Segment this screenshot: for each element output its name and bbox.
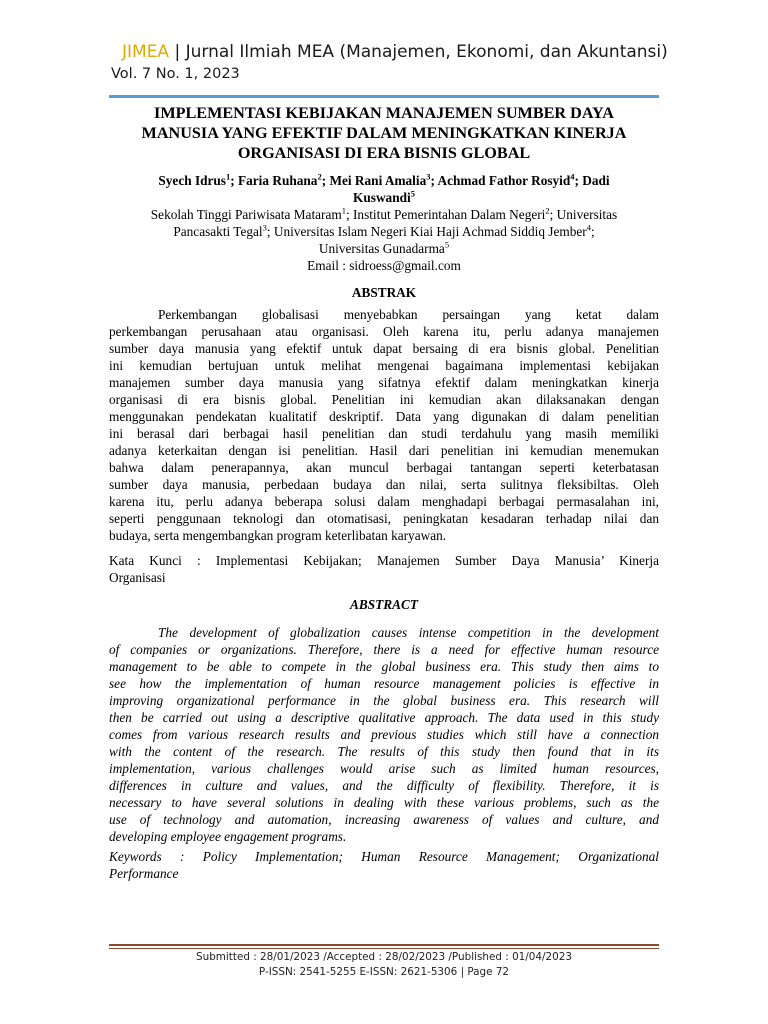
author-name: Achmad Fathor Rosyid bbox=[437, 173, 571, 188]
abstrak-body bbox=[109, 306, 659, 544]
text-line: improving organizational performance in the global business era. This research will bbox=[109, 693, 659, 708]
text-line: Organisasi bbox=[109, 570, 166, 585]
affiliations bbox=[109, 206, 659, 274]
text-line: necessary to have several solutions in dealing with these various problems, such as the bbox=[109, 795, 659, 810]
author-line bbox=[109, 172, 659, 189]
text-line: use of technology and automation, increasing awareness of values and culture, and bbox=[109, 812, 659, 827]
author-sep: ; bbox=[430, 173, 438, 188]
text-line: The development of globalization causes intense competition in the development bbox=[158, 625, 659, 640]
author-name: Syech Idrus bbox=[158, 173, 226, 188]
abstract-heading: ABSTRACT bbox=[350, 597, 418, 612]
text-line: adanya keterkaitan dengan isi penelitian. Hasil dari penelitian ini kemudian menemukan bbox=[109, 443, 659, 458]
text-line: Perkembangan globalisasi menyebabkan persaingan yang ketat dalam bbox=[158, 307, 659, 322]
journal-header bbox=[122, 42, 668, 62]
abstrak-heading: ABSTRAK bbox=[351, 285, 417, 300]
affiliation-sup: 3 bbox=[262, 222, 267, 233]
author-sep: ; bbox=[321, 173, 330, 188]
author-sup: 3 bbox=[426, 171, 431, 182]
title-line: IMPLEMENTASI KEBIJAKAN MANAJEMEN SUMBER DAYA bbox=[154, 104, 614, 122]
author-line bbox=[109, 189, 659, 206]
publication-dates: Submitted : 28/01/2023 /Accepted : 28/02/2023 /Published : 01/04/2023 bbox=[196, 951, 572, 963]
text-line: Keywords : Policy Implementation; Human Resource Management; Organizational bbox=[109, 849, 659, 864]
text-line: manajemen sumber daya manusia yang sifatnya efektif dalam meningkatkan kinerja bbox=[109, 375, 659, 390]
text-line: with the content of the research. The results of this study then found that in its bbox=[109, 744, 659, 759]
affiliation-sup: 2 bbox=[545, 205, 550, 216]
text-line: bahwa dalam penerapannya, akan muncul berbagai tantangan seperti keterbatasan bbox=[109, 460, 659, 475]
text-line: ini berasal dari berbagai hasil penelitian dan studi terdahulu yang masih memiliki bbox=[109, 426, 659, 441]
kata-kunci bbox=[109, 552, 659, 586]
affiliation-line bbox=[109, 223, 659, 240]
text-line: then be carried out using a descriptive qualitative approach. The data used in this study bbox=[109, 710, 659, 725]
email: Email : sidroess@gmail.com bbox=[307, 258, 461, 273]
affiliation-text: Sekolah Tinggi Pariwisata Mataram bbox=[150, 207, 342, 222]
author-name-rest: Kuswandi bbox=[353, 190, 411, 205]
footer-rule bbox=[109, 944, 659, 946]
affiliation-line bbox=[109, 206, 659, 223]
author-sup: 4 bbox=[570, 171, 575, 182]
text-line: see how the implementation of human resource management policies is effective in bbox=[109, 676, 659, 691]
text-line: of companies or organizations. Therefore, there is a need for effective human resource bbox=[109, 642, 659, 657]
text-line: seperti penggunaan teknologi dan otomatisasi, peningkatan kesadaran terhadap nilai dan bbox=[109, 511, 659, 526]
issn-page: P-ISSN: 2541-5255 E-ISSN: 2621-5306 | Page 72 bbox=[258, 966, 510, 978]
text-line: Kata Kunci : Implementasi Kebijakan; Manajemen Sumber Daya Manusia’ Kinerja bbox=[109, 553, 659, 568]
author-sup: 2 bbox=[317, 171, 322, 182]
author-sep: ; bbox=[574, 173, 583, 188]
journal-name: | Jurnal Ilmiah MEA (Manajemen, Ekonomi, dan Akuntansi) bbox=[169, 42, 668, 62]
title-line: ORGANISASI DI ERA BISNIS GLOBAL bbox=[237, 144, 531, 162]
author-sup: 5 bbox=[410, 188, 415, 199]
text-line: comes from various research results and previous studies which still have a connection bbox=[109, 727, 659, 742]
affiliation-text: Pancasakti Tegal bbox=[173, 224, 263, 239]
journal-abbrev: JIMEA bbox=[122, 42, 170, 62]
author-sup: 1 bbox=[225, 171, 231, 182]
text-line: sumber daya manusia yang efektif untuk dapat bersaing di era bisnis global. Penelitian bbox=[109, 341, 659, 356]
author-sep: ; bbox=[230, 173, 238, 188]
volume-issue: Vol. 7 No. 1, 2023 bbox=[111, 66, 240, 82]
affiliation-sup: 1 bbox=[341, 205, 346, 216]
affiliation-sup: 5 bbox=[444, 239, 450, 250]
text-line: Performance bbox=[109, 866, 179, 881]
affiliation-text: ; Universitas Islam Negeri Kiai Haji Achmad Siddiq Jember bbox=[266, 224, 587, 239]
text-line: implementation, various challenges would arise such as limited human resources, bbox=[109, 761, 659, 776]
affiliation-sup: 4 bbox=[586, 222, 591, 233]
text-line: karena itu, perlu adanya beberapa solusi dalam menghadapi berbagai permasalahan ini, bbox=[109, 494, 659, 509]
author-name-first: Dadi bbox=[582, 173, 610, 188]
text-line: differences in culture and values, and the difficulty of flexibility. Therefore, it is bbox=[109, 778, 659, 793]
author-list bbox=[109, 172, 659, 206]
author-name: Mei Rani Amalia bbox=[329, 173, 427, 188]
author-name: Faria Ruhana bbox=[238, 173, 318, 188]
text-line: perkembangan perusahaan atau organisasi. Oleh karena itu, perlu adanya manajemen bbox=[109, 324, 659, 339]
affiliation-text: ; bbox=[590, 224, 595, 239]
affiliation-line bbox=[109, 240, 659, 257]
text-line: budaya, serta mengembangkan program keterlibatan karyawan. bbox=[109, 528, 447, 543]
text-line: management to be able to compete in the global business era. This study then aims to bbox=[109, 659, 659, 674]
text-line: ini kemudian bertujuan untuk melihat mengenai bagaimana implementasi kebijakan bbox=[109, 358, 659, 373]
affiliation-text: ; Institut Pemerintahan Dalam Negeri bbox=[345, 207, 546, 222]
text-line: organisasi di era bisnis global. Penelitian ini kemudian akan dilaksanakan dengan bbox=[109, 392, 659, 407]
keywords bbox=[109, 848, 659, 882]
affiliation-text: ; Universitas bbox=[549, 207, 618, 222]
text-line: menggunakan pendekatan kualitatif deskriptif. Data yang digunakan di dalam penelitian bbox=[109, 409, 659, 424]
affiliation-text: Universitas Gunadarma bbox=[318, 241, 445, 256]
text-line: sumber daya manusia, perbedaan budaya dan nilai, serta sulitnya fleksibiltas. Oleh bbox=[109, 477, 659, 492]
footer-rule-thin bbox=[109, 948, 659, 949]
abstract-body bbox=[109, 624, 659, 845]
title-line: MANUSIA YANG EFEKTIF DALAM MENINGKATKAN KINERJA bbox=[141, 124, 627, 142]
header-rule bbox=[109, 95, 659, 98]
paper-title bbox=[109, 103, 659, 163]
text-line: developing employee engagement programs. bbox=[109, 829, 347, 844]
